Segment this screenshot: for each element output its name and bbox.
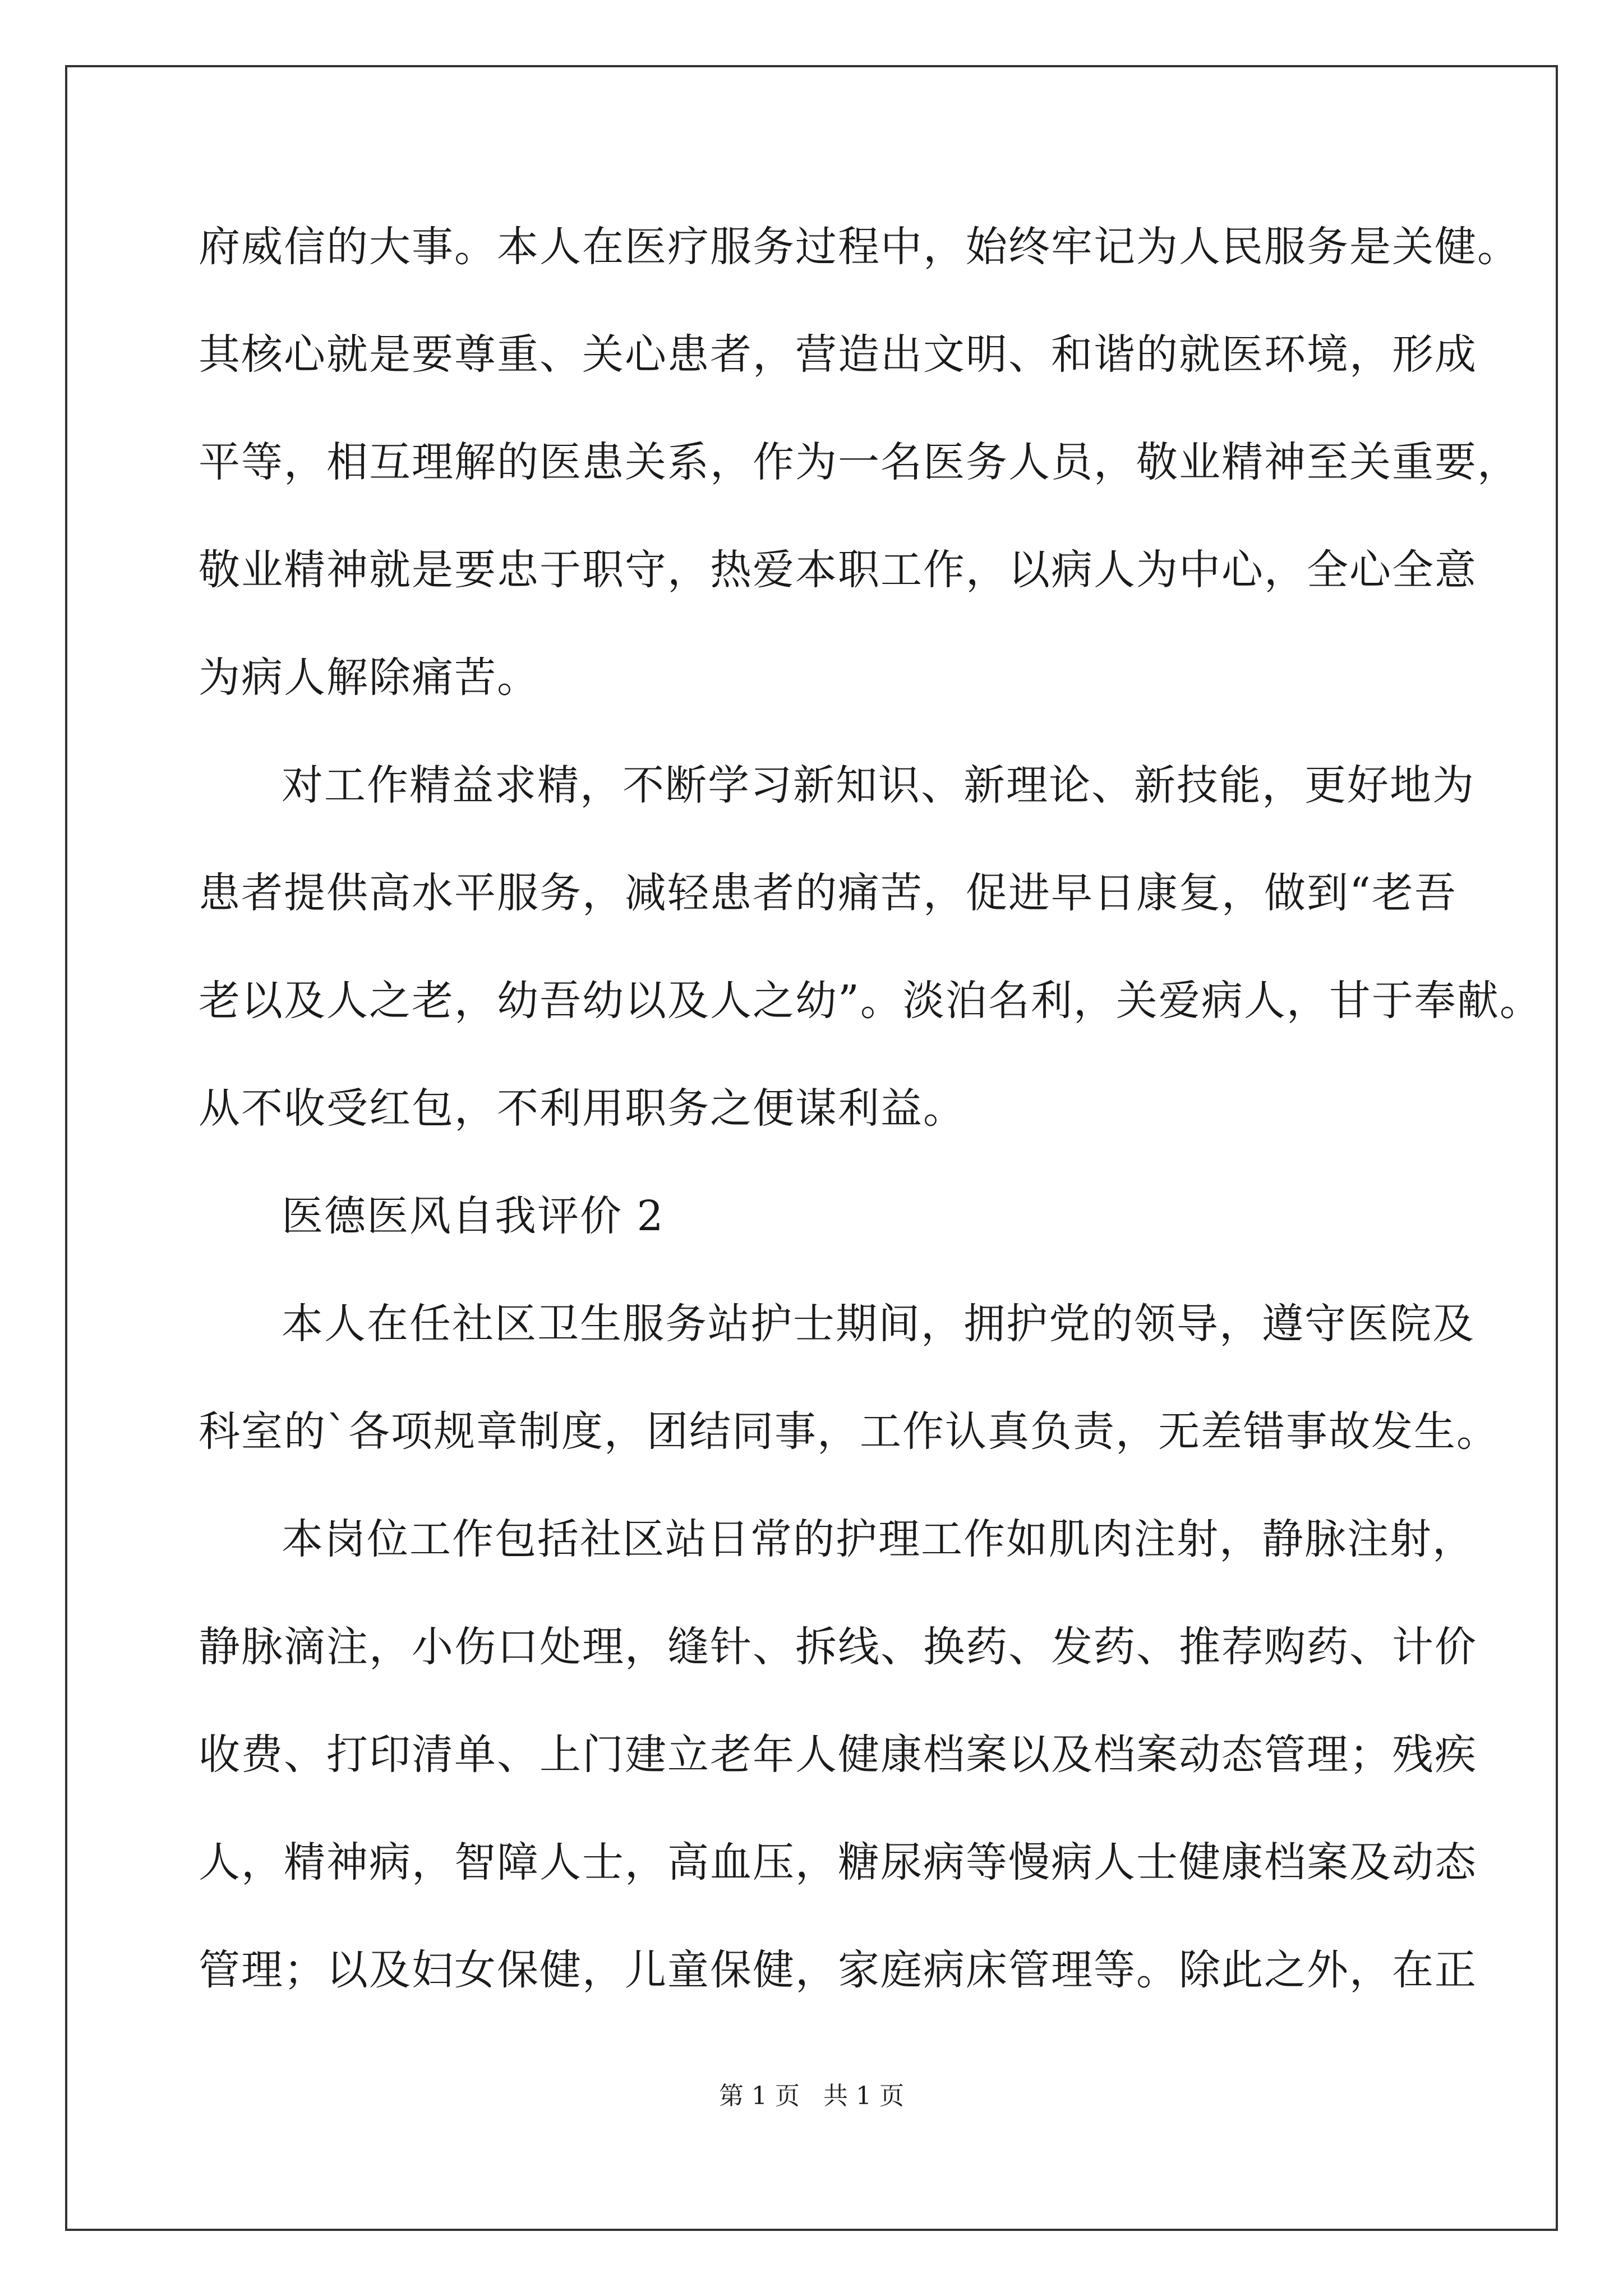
text-line: 管理；以及妇女保健，儿童保健，家庭病床管理等。除此之外，在正 <box>199 1946 1477 1994</box>
text-line: 本岗位工作包括社区站日常的护理工作如肌肉注射，静脉注射， <box>282 1515 1475 1563</box>
page-total: 共 1 页 <box>823 2082 904 2110</box>
text-line: 老以及人之老，幼吾幼以及人之幼”。淡泊名利，关爱病人，甘于奉献。 <box>199 977 1542 1025</box>
text-line: 平等，相互理解的医患关系，作为一名医务人员，敬业精神至关重要， <box>199 438 1520 486</box>
text-line: 本人在任社区卫生服务站护士期间，拥护党的领导，遵守医院及 <box>282 1300 1475 1348</box>
section-heading: 医德医风自我评价 2 <box>282 1192 665 1240</box>
page-number: 第 1 页 <box>719 2082 800 2110</box>
text-line: 敬业精神就是要忠于职守，热爱本职工作，以病人为中心，全心全意 <box>199 546 1477 594</box>
page-footer <box>0 2076 1623 2111</box>
text-line: 科室的`各项规章制度，团结同事，工作认真负责，无差错事故发生。 <box>199 1407 1499 1456</box>
text-line: 府威信的大事。本人在医疗服务过程中，始终牢记为人民服务是关健。 <box>199 223 1520 271</box>
text-line: 从不收受红包，不利用职务之便谋利益。 <box>199 1084 966 1133</box>
text-line: 患者提供高水平服务，减轻患者的痛苦，促进早日康复，做到“老吾 <box>199 869 1457 917</box>
text-line: 收费、打印清单、上门建立老年人健康档案以及档案动态管理；残疾 <box>199 1731 1477 1779</box>
text-line: 其核心就是要尊重、关心患者，营造出文明、和谐的就医环境，形成 <box>199 330 1477 379</box>
text-line: 人，精神病，智障人士，高血压，糖尿病等慢病人士健康档案及动态 <box>199 1838 1477 1887</box>
document-body <box>199 208 1542 2039</box>
text-line: 对工作精益求精，不断学习新知识、新理论、新技能，更好地为 <box>282 761 1475 809</box>
text-line: 为病人解除痛苦。 <box>199 654 540 702</box>
text-line: 静脉滴注，小伤口处理，缝针、拆线、换药、发药、推荐购药、计价 <box>199 1623 1477 1671</box>
